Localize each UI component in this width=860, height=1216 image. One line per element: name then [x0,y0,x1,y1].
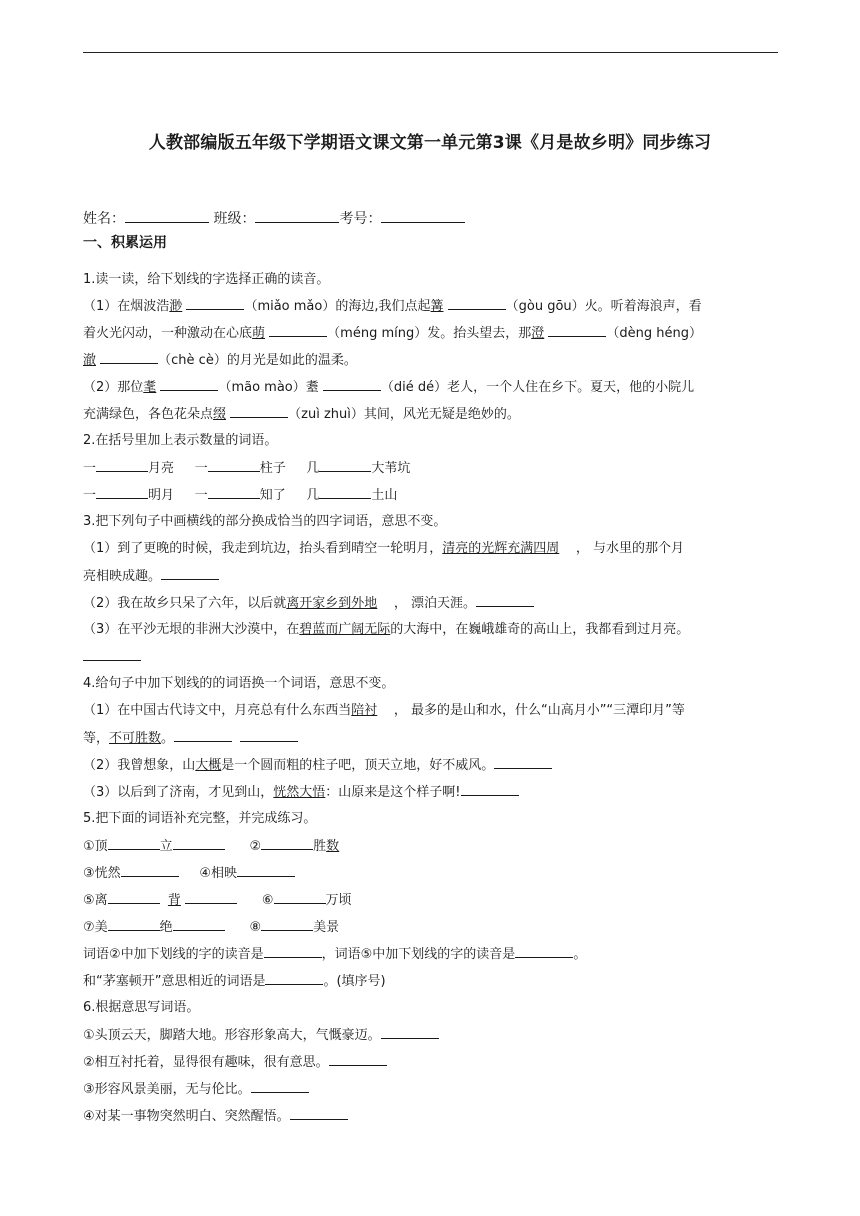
answer-blank[interactable] [448,297,506,310]
text: 万顷 [325,893,352,908]
text: ② [249,839,262,854]
text: ， 与水里的那个月 [575,541,684,556]
text: （méng míng）发。抬头望去，那 [327,326,532,341]
underlined-phrase: 不可胜数 [109,731,162,746]
question-1-line [83,405,783,423]
answer-blank[interactable] [108,918,160,931]
text: 着火光闪动，一种激动在心底 [83,326,253,341]
text: ，词语⑤中加下划线的字的读音是 [321,947,516,962]
question-5-row [83,864,783,882]
text: （1）到了更晚的时候，我走到坑边，抬头看到晴空一轮明月， [83,541,443,556]
text: 一 [194,461,208,476]
text: 几 [306,488,320,503]
text: （2）那位 [83,380,144,395]
class-label: 班级： [213,211,256,227]
answer-blank[interactable] [96,459,148,472]
question-2-row [83,486,783,504]
answer-blank[interactable] [186,297,244,310]
answer-blank[interactable] [173,918,225,931]
class-field[interactable] [255,210,339,223]
question-2-row [83,459,783,477]
question-4-line [83,702,783,719]
exam-number-label: 考号： [339,211,382,227]
underlined-phrase: 清亮的光辉充满四周 [442,541,560,556]
answer-blank[interactable] [240,729,298,742]
text: （dèng héng） [606,326,702,341]
question-6-item [83,1053,783,1071]
answer-blank[interactable] [174,729,232,742]
text: （mão mào）耋 [218,380,319,395]
text: ④对某一事物突然明白、突然醒悟。 [83,1109,290,1124]
text: ③形容风景美丽，无与伦比。 [83,1082,251,1097]
answer-blank[interactable] [319,486,371,499]
question-4-line [83,729,783,747]
answer-blank[interactable] [108,891,160,904]
text: （chè cè）的月光是如此的温柔。 [158,353,357,368]
text: 。 [161,731,175,746]
text: （1）在烟波浩 [83,299,170,314]
text: ②相互衬托着，显得很有趣味，很有意思。 [83,1055,329,1070]
answer-blank[interactable] [261,918,313,931]
question-2-stem: 2.在括号里加上表示数量的词语。 [83,433,278,448]
question-1-line [83,297,783,315]
text: 亮相映成趣。 [83,569,162,584]
answer-blank[interactable] [230,405,288,418]
text: 明月 [148,488,175,503]
text: （2）我在故乡只呆了六年，以后就 [83,596,287,611]
question-5-line [83,945,783,963]
text: 土山 [371,488,398,503]
question-4-stem: 4.给句子中加下划线的的词语换一个词语，意思不变。 [83,676,395,691]
text: 大苇坑 [371,461,411,476]
text: 一 [83,461,97,476]
section-heading: 一、积累运用 [83,235,167,251]
underlined-phrase: 碧蓝而广阔无际 [299,622,391,637]
question-5-row [83,837,783,855]
question-1-stem: 1.读一读，给下划线的字选择正确的读音。 [83,272,330,287]
question-6-item [83,1026,783,1044]
underlined-char: 背 [167,893,181,908]
question-3-line [83,540,783,557]
answer-blank[interactable] [251,1080,309,1093]
text: 月亮 [148,461,175,476]
underlined-char: 萌 [252,326,266,341]
question-3-line [83,594,783,612]
student-info-row [83,210,783,228]
underlined-char: 耄 [143,380,157,395]
text: （1）在中国古代诗文中，月亮总有什么东西当 [83,703,352,718]
text: 一 [194,488,208,503]
text: （gòu gōu）火。听着海浪声，看 [505,299,702,314]
answer-blank[interactable] [208,486,260,499]
question-4-line [83,783,783,801]
question-3-line [83,648,783,666]
name-label: 姓名： [83,211,125,227]
answer-blank[interactable] [329,1053,387,1066]
text: 和“茅塞顿开”意思相近的词语是 [83,974,266,989]
question-1-line [83,351,783,369]
text: 词语②中加下划线的字的读音是 [83,947,264,962]
text: （miǎo mǎo）的海边,我们点起 [244,299,431,314]
text: ⑧ [249,920,262,935]
text: （zuì zhuì）其间，风光无疑是绝妙的。 [288,407,520,422]
underlined-phrase: 陪衬 [351,703,378,718]
text: 充满绿色，各色花朵点 [83,407,214,422]
question-1-line [83,378,783,396]
text: （dié dé）老人，一个人住在乡下。夏天，他的小院儿 [380,380,695,395]
text: 。 [573,947,587,962]
answer-blank[interactable] [515,945,573,958]
underlined-char: 数 [326,839,340,854]
text: ⑤离 [83,893,108,908]
question-6-stem: 6.根据意思写词语。 [83,1000,200,1015]
text: 是一个圆而粗的柱子吧，顶天立地，好不威风。 [221,758,495,773]
answer-blank[interactable] [121,864,179,877]
answer-blank[interactable] [161,567,219,580]
text: （2）我曾想象，山 [83,758,196,773]
text: 等， [83,731,110,746]
question-3-stem: 3.把下列句子中画横线的部分换成恰当的四字词语，意思不变。 [83,514,447,529]
question-6-item [83,1107,783,1125]
text: 美景 [313,920,340,935]
underlined-phrase: 大概 [195,758,222,773]
answer-blank[interactable] [108,837,160,850]
text: 一 [83,488,97,503]
answer-blank[interactable] [100,351,158,364]
question-5-row [83,891,783,909]
worksheet-title: 人教部编版五年级下学期语文课文第一单元第3课《月是故乡明》同步练习 [148,133,712,153]
answer-blank[interactable] [185,891,237,904]
text: ①顶 [83,839,108,854]
text: （3）以后到了济南，才见到山， [83,785,274,800]
answer-blank[interactable] [96,486,148,499]
text: ：山原来是这个样子啊! [325,785,461,800]
text: ⑥ [261,893,274,908]
text: ， 漂泊天涯。 [393,596,476,611]
text: 的大海中，在巍峨雄奇的高山上，我都看到过月亮。 [390,622,690,637]
underlined-char: 渺 [169,299,183,314]
text: 柱子 [259,461,286,476]
question-3-line [83,567,783,585]
answer-blank[interactable] [548,324,606,337]
answer-blank[interactable] [494,756,552,769]
text: 。(填序号) [323,974,386,989]
question-4-line [83,756,783,774]
answer-blank[interactable] [264,945,322,958]
underlined-phrase: 离开家乡到外地 [286,596,378,611]
underlined-char: 缀 [213,407,227,422]
question-3-line [83,621,783,638]
underlined-char: 篝 [430,299,444,314]
text: ④相映 [199,866,237,881]
answer-blank[interactable] [265,972,323,985]
question-1-line [83,324,783,342]
answer-blank[interactable] [323,378,381,391]
answer-blank[interactable] [290,1107,348,1120]
text: 几 [306,461,320,476]
question-5-line [83,972,783,990]
header-rule [83,52,778,53]
answer-blank[interactable] [237,864,295,877]
text: ③恍然 [83,866,121,881]
name-field[interactable] [125,210,209,223]
answer-blank[interactable] [208,459,260,472]
answer-blank[interactable] [476,594,534,607]
question-6-item [83,1080,783,1098]
exam-number-field[interactable] [381,210,465,223]
answer-blank[interactable] [461,783,519,796]
answer-blank[interactable] [381,1026,439,1039]
text: ， 最多的是山和水，什么“山高月小”“三潭印月”等 [393,703,685,718]
answer-blank[interactable] [83,648,141,661]
text: 立 [159,839,173,854]
answer-blank[interactable] [319,459,371,472]
underlined-char: 澈 [83,353,97,368]
underlined-phrase: 恍然大悟 [273,785,326,800]
question-5-row [83,918,783,936]
text: （3）在平沙无垠的非洲大沙漠中，在 [83,622,300,637]
answer-blank[interactable] [269,324,327,337]
text: 知了 [259,488,286,503]
answer-blank[interactable] [173,837,225,850]
question-5-stem: 5.把下面的词语补充完整，并完成练习。 [83,811,317,826]
answer-blank[interactable] [274,891,326,904]
text: 胜 [313,839,327,854]
answer-blank[interactable] [261,837,313,850]
underlined-char: 澄 [531,326,545,341]
text: ⑦美 [83,920,108,935]
text: ①头顶云天，脚踏大地。形容形象高大，气慨豪迈。 [83,1028,381,1043]
answer-blank[interactable] [160,378,218,391]
text: 绝 [159,920,173,935]
